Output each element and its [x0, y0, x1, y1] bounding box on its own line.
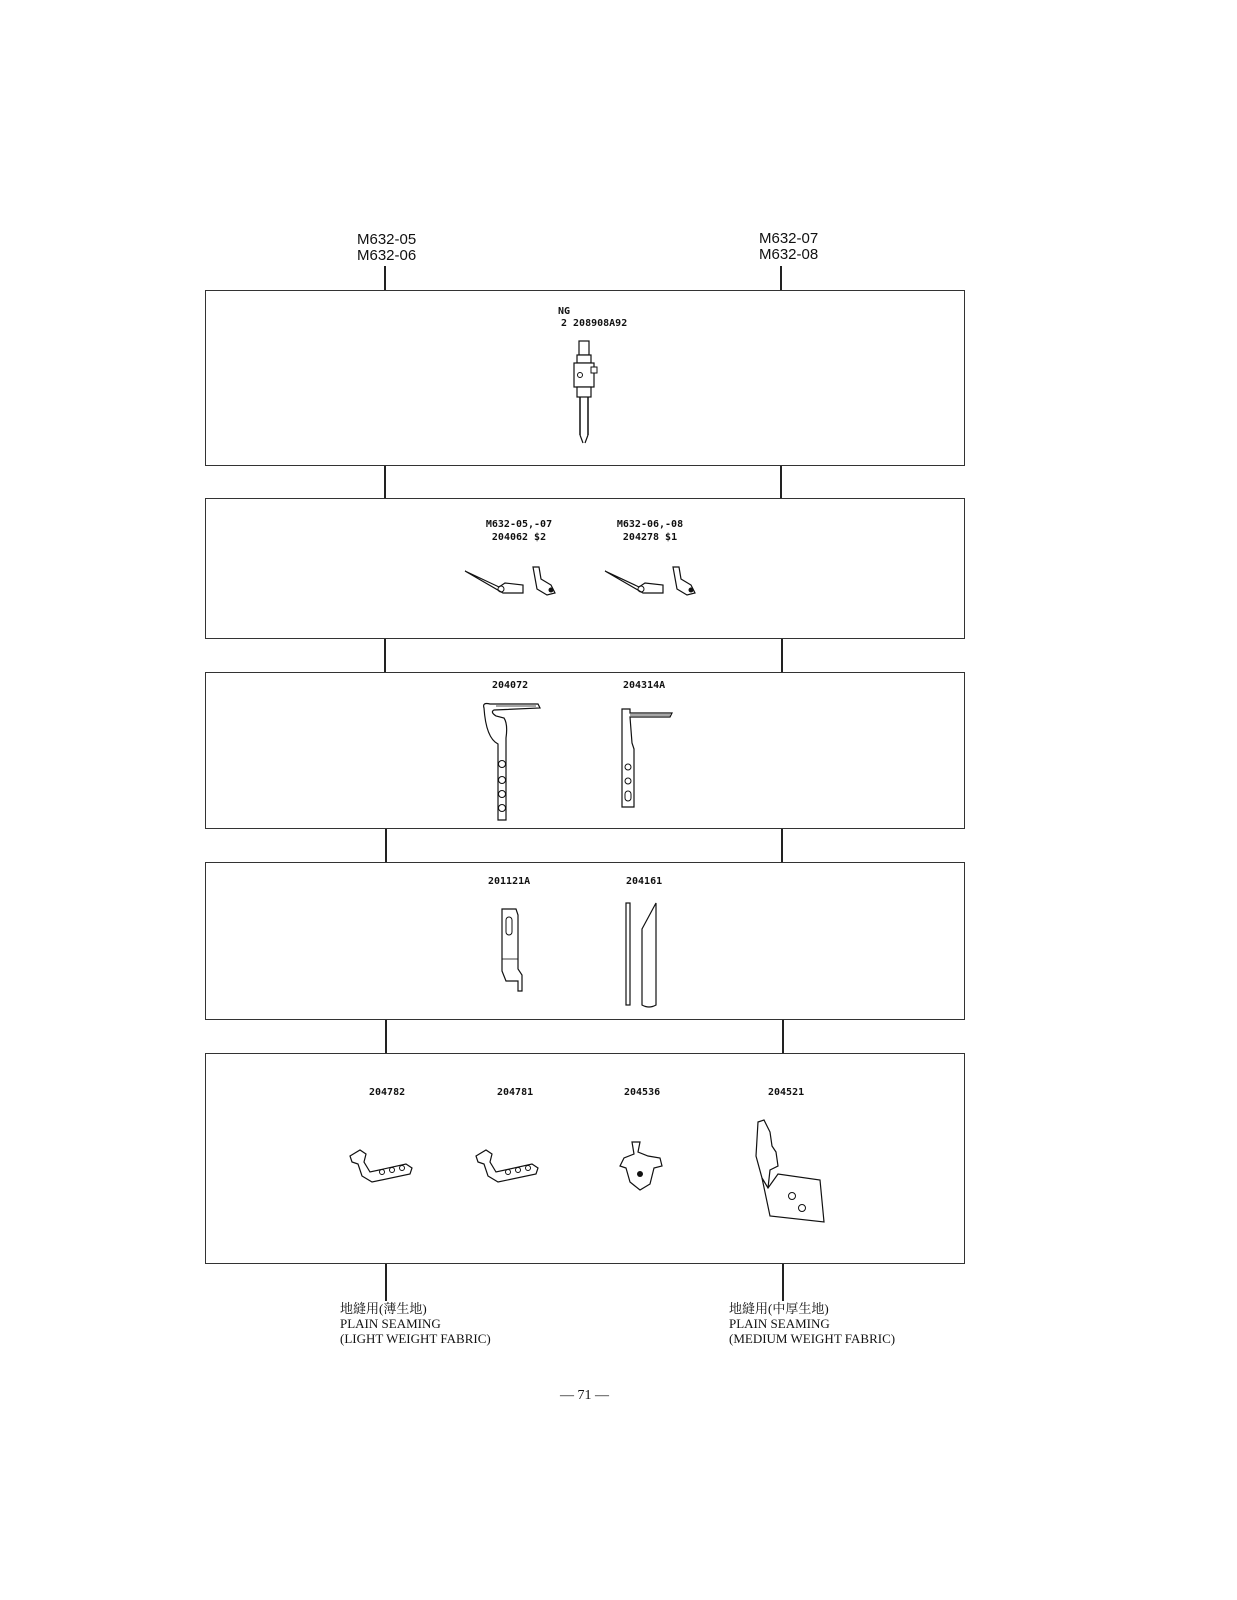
looper-right-part: 204278 $1 — [622, 532, 678, 543]
knife-icon — [620, 899, 670, 1009]
looper-icon — [461, 563, 561, 603]
connector-line — [384, 638, 386, 672]
guard-part-1: 204782 — [369, 1087, 406, 1098]
needle-guard-icon — [750, 1116, 840, 1226]
left-caption-jp: 地縫用(薄生地) — [340, 1301, 427, 1316]
guard-panel — [205, 1053, 965, 1264]
spreader-panel — [205, 672, 965, 829]
needle-guard-icon — [346, 1146, 416, 1186]
needle-part-number: 2 208908A92 — [561, 318, 628, 329]
spreader-icon — [476, 698, 546, 823]
needle-guard-icon — [472, 1146, 542, 1186]
needle-gauge-label: NG — [558, 306, 571, 317]
needle-clamp-icon — [564, 339, 604, 449]
left-caption — [340, 1301, 491, 1346]
page-number: — 71 — — [560, 1388, 609, 1403]
left-model-2: M632-06 — [357, 247, 417, 264]
needle-panel — [205, 290, 965, 466]
looper-panel — [205, 498, 965, 639]
spreader-icon — [616, 703, 686, 813]
right-caption-en: PLAIN SEAMING — [729, 1316, 830, 1331]
connector-line — [385, 1019, 387, 1053]
right-caption — [729, 1301, 895, 1346]
guard-part-2: 204781 — [497, 1087, 534, 1098]
right-model-1: M632-07 — [759, 230, 819, 247]
connector-line — [782, 1263, 784, 1301]
connector-line — [780, 465, 782, 499]
needle-guard-icon — [616, 1138, 666, 1194]
connector-line — [385, 828, 387, 862]
connector-line — [781, 828, 783, 862]
right-model-label — [759, 231, 818, 263]
left-model-label — [357, 232, 416, 264]
looper-right-model: M632-06,-08 — [616, 519, 684, 530]
right-caption-jp: 地縫用(中厚生地) — [729, 1301, 829, 1316]
connector-line — [780, 266, 782, 291]
knife-panel — [205, 862, 965, 1020]
knife-left-part: 201121A — [488, 876, 531, 887]
connector-line — [384, 465, 386, 499]
looper-left-model: M632-05,-07 — [485, 519, 553, 530]
right-model-2: M632-08 — [759, 246, 819, 263]
looper-left-part: 204062 $2 — [491, 532, 547, 543]
connector-line — [782, 1019, 784, 1053]
knife-icon — [496, 905, 536, 995]
spreader-right-part: 204314A — [623, 680, 666, 691]
guard-part-3: 204536 — [624, 1087, 661, 1098]
right-caption-fabric: (MEDIUM WEIGHT FABRIC) — [729, 1331, 896, 1346]
looper-icon — [601, 563, 701, 603]
left-model-1: M632-05 — [357, 231, 417, 248]
spreader-left-part: 204072 — [492, 680, 529, 691]
connector-line — [781, 638, 783, 672]
left-caption-fabric: (LIGHT WEIGHT FABRIC) — [340, 1331, 491, 1346]
connector-line — [384, 266, 386, 291]
knife-right-part: 204161 — [626, 876, 663, 887]
left-caption-en: PLAIN SEAMING — [340, 1316, 441, 1331]
connector-line — [385, 1263, 387, 1301]
guard-part-4: 204521 — [768, 1087, 805, 1098]
